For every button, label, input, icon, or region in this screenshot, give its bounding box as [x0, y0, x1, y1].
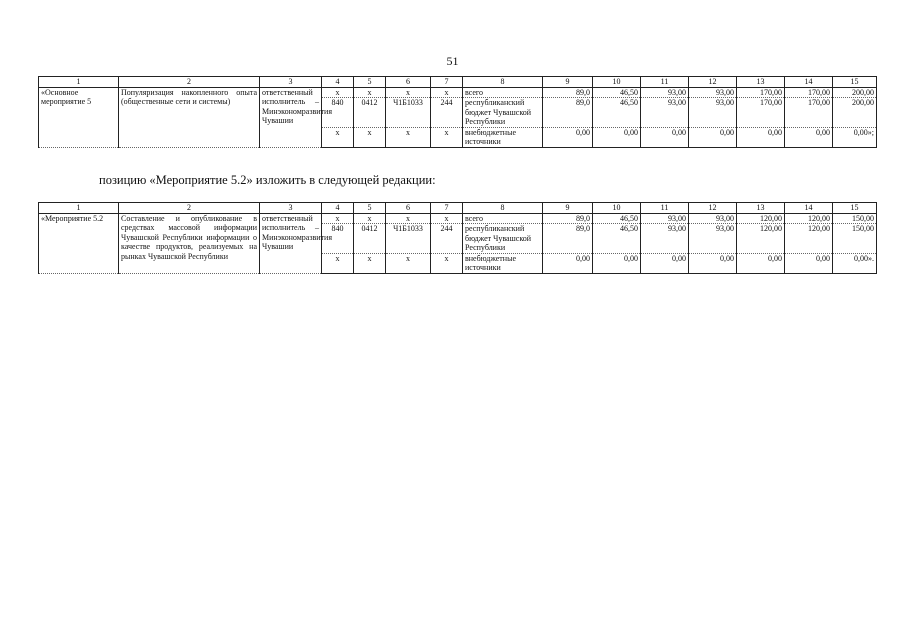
- column-number: 13: [737, 203, 785, 214]
- column-number: 2: [119, 77, 260, 88]
- amount-cell: 0,00: [641, 127, 689, 147]
- budget-code: x: [386, 213, 431, 224]
- column-number: 12: [689, 77, 737, 88]
- column-number: 3: [260, 203, 322, 214]
- budget-code: x: [354, 213, 386, 224]
- amount-cell: 0,00: [689, 253, 737, 273]
- funding-source: всего: [463, 87, 543, 98]
- event-executor: ответственный исполнитель – Минэкономразвития Чувашии: [260, 87, 322, 147]
- budget-code: x: [322, 127, 354, 147]
- amount-cell: 200,00: [833, 98, 877, 128]
- column-number: 11: [641, 203, 689, 214]
- budget-code: 840: [322, 98, 354, 128]
- column-number: 6: [386, 203, 431, 214]
- column-number: 8: [463, 203, 543, 214]
- column-number: 1: [39, 203, 119, 214]
- column-number: 15: [833, 77, 877, 88]
- amount-cell: 93,00: [641, 224, 689, 254]
- table-row: [39, 87, 877, 98]
- budget-code: x: [354, 87, 386, 98]
- column-number: 2: [119, 203, 260, 214]
- column-number: 15: [833, 203, 877, 214]
- budget-code: x: [386, 127, 431, 147]
- amount-cell: 46,50: [593, 224, 641, 254]
- column-number: 7: [431, 203, 463, 214]
- amount-cell: 93,00: [689, 87, 737, 98]
- column-number: 8: [463, 77, 543, 88]
- amount-cell: 93,00: [641, 213, 689, 224]
- budget-code: x: [431, 87, 463, 98]
- amount-cell: 120,00: [785, 213, 833, 224]
- column-number: 13: [737, 77, 785, 88]
- column-number: 9: [543, 77, 593, 88]
- amount-cell: 0,00: [543, 127, 593, 147]
- event-name: «Мероприятие 5.2: [39, 213, 119, 273]
- budget-table-main-event-5: [38, 76, 877, 148]
- amount-cell: 93,00: [689, 98, 737, 128]
- amount-cell: 170,00: [785, 87, 833, 98]
- column-number: 1: [39, 77, 119, 88]
- budget-code: 0412: [354, 98, 386, 128]
- amount-cell: 46,50: [593, 87, 641, 98]
- event-name: «Основное мероприятие 5: [39, 87, 119, 147]
- budget-code: x: [322, 253, 354, 273]
- column-number: 11: [641, 77, 689, 88]
- column-number-row: [39, 77, 877, 88]
- budget-code: x: [386, 87, 431, 98]
- amount-cell: 0,00: [641, 253, 689, 273]
- amount-cell: 170,00: [737, 87, 785, 98]
- budget-code: x: [386, 253, 431, 273]
- column-number: 14: [785, 77, 833, 88]
- amount-cell: 93,00: [689, 213, 737, 224]
- amount-cell: 46,50: [593, 213, 641, 224]
- amount-cell: 120,00: [737, 213, 785, 224]
- amount-cell: 0,00: [737, 253, 785, 273]
- budget-code: x: [322, 87, 354, 98]
- budget-code: 0412: [354, 224, 386, 254]
- amount-cell: 120,00: [737, 224, 785, 254]
- amount-cell: 89,0: [543, 98, 593, 128]
- amount-cell: 0,00: [593, 253, 641, 273]
- budget-code: x: [431, 253, 463, 273]
- column-number: 9: [543, 203, 593, 214]
- amount-cell: 120,00: [785, 224, 833, 254]
- amount-cell: 0,00: [785, 253, 833, 273]
- budget-code: Ч1Б1033: [386, 224, 431, 254]
- amount-cell: 46,50: [593, 98, 641, 128]
- amount-cell: 89,0: [543, 224, 593, 254]
- column-number: 10: [593, 203, 641, 214]
- budget-code: x: [354, 127, 386, 147]
- amount-cell: 93,00: [641, 87, 689, 98]
- amount-cell: 0,00»;: [833, 127, 877, 147]
- amount-cell: 0,00».: [833, 253, 877, 273]
- table-row: [39, 213, 877, 224]
- event-description: Популяризация накопленного опыта (общественные сети и системы): [119, 87, 260, 147]
- page-number: 51: [446, 54, 459, 68]
- column-number: 6: [386, 77, 431, 88]
- budget-table-event-5-2: [38, 202, 877, 274]
- amount-cell: 150,00: [833, 213, 877, 224]
- budget-code: Ч1Б1033: [386, 98, 431, 128]
- column-number: 3: [260, 77, 322, 88]
- budget-code: x: [431, 127, 463, 147]
- funding-source: внебюджетные источники: [463, 253, 543, 273]
- column-number: 4: [322, 77, 354, 88]
- amount-cell: 170,00: [785, 98, 833, 128]
- budget-code: 244: [431, 224, 463, 254]
- column-number: 4: [322, 203, 354, 214]
- budget-code: x: [354, 253, 386, 273]
- column-number: 12: [689, 203, 737, 214]
- budget-code: x: [322, 213, 354, 224]
- column-number: 5: [354, 77, 386, 88]
- amount-cell: 89,0: [543, 87, 593, 98]
- instruction-text: позицию «Мероприятие 5.2» изложить в следующей редакции:: [99, 173, 436, 187]
- amount-cell: 93,00: [641, 98, 689, 128]
- amount-cell: 150,00: [833, 224, 877, 254]
- amount-cell: 170,00: [737, 98, 785, 128]
- funding-source: республиканский бюджет Чувашской Республики: [463, 224, 543, 254]
- event-description: Составление и опубликование в средствах массовой информации Чувашской Республики информации о качестве продуктов, реализуемых на рынках Чувашской Республики: [119, 213, 260, 273]
- budget-code: 244: [431, 98, 463, 128]
- column-number: 7: [431, 77, 463, 88]
- column-number-row: [39, 203, 877, 214]
- amount-cell: 0,00: [593, 127, 641, 147]
- event-executor: ответственный исполнитель – Минэкономразвития Чувашии: [260, 213, 322, 273]
- amount-cell: 93,00: [689, 224, 737, 254]
- amount-cell: 0,00: [543, 253, 593, 273]
- amount-cell: 0,00: [689, 127, 737, 147]
- amount-cell: 89,0: [543, 213, 593, 224]
- amount-cell: 0,00: [785, 127, 833, 147]
- amount-cell: 200,00: [833, 87, 877, 98]
- budget-code: x: [431, 213, 463, 224]
- column-number: 14: [785, 203, 833, 214]
- funding-source: республиканский бюджет Чувашской Республики: [463, 98, 543, 128]
- column-number: 10: [593, 77, 641, 88]
- budget-code: 840: [322, 224, 354, 254]
- column-number: 5: [354, 203, 386, 214]
- amount-cell: 0,00: [737, 127, 785, 147]
- funding-source: внебюджетные источники: [463, 127, 543, 147]
- funding-source: всего: [463, 213, 543, 224]
